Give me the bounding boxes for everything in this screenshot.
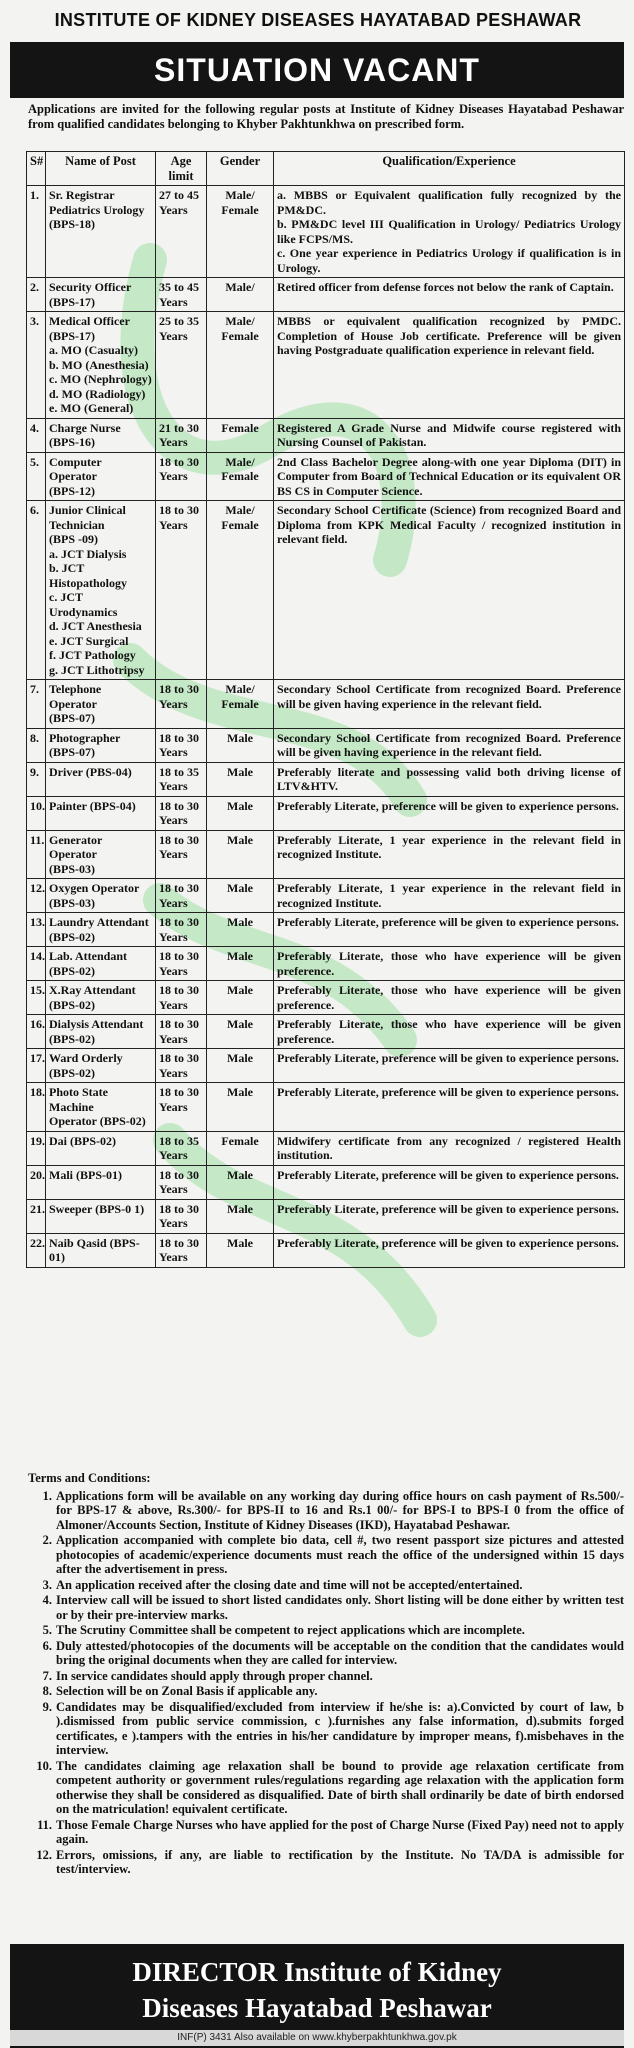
post-name-line: b. JCT Histopathology <box>49 561 128 590</box>
row-age-limit: 18 to 35 Years <box>156 762 207 796</box>
post-name-line: Dai (BPS-02) <box>49 1133 116 1148</box>
qualification-line: Preferably Literate, those who have experience will be given preference. <box>277 949 621 978</box>
term-text: The Scrutiny Committee shall be competent to reject applications which are incomplete. <box>56 1623 525 1637</box>
term-item <box>28 1700 624 1758</box>
table-row <box>27 1199 625 1233</box>
row-gender: Male <box>207 728 274 762</box>
row-age-limit: 18 to 30 Years <box>156 913 207 947</box>
term-number: 9. <box>42 1699 52 1714</box>
qualification-line: Preferably Literate, preference will be given to experience persons. <box>277 1085 619 1099</box>
row-serial: 15. <box>27 981 46 1015</box>
row-serial: 1. <box>27 186 46 278</box>
post-name-line: Sweeper (BPS-0 1) <box>49 1201 145 1216</box>
row-age-limit: 21 to 30 Years <box>156 418 207 452</box>
term-item <box>28 1489 624 1533</box>
post-name-line: a. JCT Dialysis <box>49 546 127 561</box>
post-name-line: Security Officer <box>49 280 132 294</box>
situation-vacant-banner: SITUATION VACANT <box>10 42 624 98</box>
term-item <box>28 1639 624 1668</box>
post-name-line: d. MO (Radiology) <box>49 386 146 401</box>
post-name-line: Driver (PBS-04) <box>49 764 132 779</box>
row-age-limit: 18 to 30 Years <box>156 1015 207 1049</box>
row-qualification <box>274 1015 625 1049</box>
col-header-post: Name of Post <box>46 152 156 186</box>
row-age-limit: 18 to 30 Years <box>156 728 207 762</box>
term-number: 1. <box>42 1488 52 1503</box>
table-row <box>27 762 625 796</box>
row-post-name <box>46 186 156 278</box>
term-item <box>28 1578 624 1593</box>
row-gender: Male <box>207 947 274 981</box>
row-gender: Male <box>207 762 274 796</box>
row-post-name <box>46 913 156 947</box>
row-qualification <box>274 981 625 1015</box>
row-serial: 20. <box>27 1165 46 1199</box>
term-number: 12. <box>36 1847 52 1862</box>
term-item <box>28 1593 624 1622</box>
row-post-name <box>46 728 156 762</box>
qualification-line: Secondary School Certificate (Science) from recognized Board and Diploma from KPK Medical Faculty / recognized institution in relevant field. <box>277 503 621 546</box>
row-gender: Female <box>207 1131 274 1165</box>
table-row <box>27 830 625 879</box>
term-text: Selection will be on Zonal Basis if applicable any. <box>56 1684 318 1698</box>
row-gender: Male <box>207 981 274 1015</box>
row-qualification <box>274 879 625 913</box>
term-item <box>28 1684 624 1699</box>
col-header-qualification: Qualification/Experience <box>274 152 625 186</box>
row-gender: Male <box>207 1015 274 1049</box>
row-age-limit: 18 to 30 Years <box>156 796 207 830</box>
post-name-line: Operator (BPS-02) <box>49 1114 146 1128</box>
row-serial: 7. <box>27 680 46 729</box>
row-qualification <box>274 728 625 762</box>
row-post-name <box>46 1131 156 1165</box>
post-name-line: Painter (BPS-04) <box>49 798 136 813</box>
row-serial: 8. <box>27 728 46 762</box>
term-item <box>28 1623 624 1638</box>
post-name-line: Sr. Registrar <box>49 188 115 202</box>
col-header-age: Age limit <box>156 152 207 186</box>
row-qualification <box>274 312 625 419</box>
term-number: 11. <box>37 1817 52 1832</box>
term-item <box>28 1818 624 1847</box>
row-qualification <box>274 278 625 312</box>
row-post-name <box>46 680 156 729</box>
post-name-line: Technician <box>49 517 105 532</box>
table-row <box>27 1049 625 1083</box>
qualification-line: Preferably Literate, preference will be given to experience persons. <box>277 1051 619 1065</box>
row-age-limit: 18 to 30 Years <box>156 1049 207 1083</box>
post-name-line: Ward Orderly <box>49 1051 123 1065</box>
table-header-row <box>27 152 625 186</box>
row-gender: Male/ Female <box>207 312 274 419</box>
row-gender: Male <box>207 796 274 830</box>
post-name-line: (BPS-02) <box>49 963 95 978</box>
terms-section <box>28 1471 624 1878</box>
row-post-name <box>46 501 156 680</box>
post-name-line: (BPS-02) <box>49 997 95 1012</box>
row-age-limit: 18 to 30 Years <box>156 1199 207 1233</box>
row-qualification <box>274 947 625 981</box>
footer-line-2: Diseases Hayatabad Peshawar <box>142 1993 492 2023</box>
term-text: Duly attested/photocopies of the documents will be acceptable on the condition that the candidates would bring the original documents when they are called for interview. <box>56 1638 624 1667</box>
post-name-line: (BPS-02) <box>49 1065 95 1080</box>
row-post-name <box>46 947 156 981</box>
post-name-line: (BPS-02) <box>49 1031 95 1046</box>
row-post-name <box>46 830 156 879</box>
post-name-line: Naib Qasid (BPS-01) <box>49 1235 140 1264</box>
row-qualification <box>274 1049 625 1083</box>
row-age-limit: 18 to 30 Years <box>156 680 207 729</box>
row-post-name <box>46 1015 156 1049</box>
table-row <box>27 680 625 729</box>
post-name-line: (BPS-16) <box>49 435 95 449</box>
row-gender: Male <box>207 1165 274 1199</box>
row-post-name <box>46 1165 156 1199</box>
qualification-line: Preferably Literate, preference will be given to experience persons. <box>277 798 619 813</box>
post-name-line: (BPS-07) <box>49 745 95 759</box>
row-gender: Male/ <box>207 278 274 312</box>
table-row <box>27 879 625 913</box>
row-age-limit: 18 to 35 Years <box>156 1131 207 1165</box>
row-qualification <box>274 1165 625 1199</box>
post-name-line: g. JCT Lithotripsy <box>49 662 145 677</box>
table-row <box>27 1233 625 1267</box>
row-post-name <box>46 879 156 913</box>
qualification-line: Preferably Literate, 1 year experience in the relevant field in recognized Institute. <box>277 832 621 861</box>
row-serial: 12. <box>27 879 46 913</box>
post-name-line: Lab. Attendant <box>49 949 128 963</box>
term-number: 6. <box>42 1638 52 1653</box>
row-age-limit: 18 to 30 Years <box>156 830 207 879</box>
term-text: Interview call will be issued to short listed candidates only. Short listing will be done either by written test or by their pre-interview marks. <box>56 1593 624 1622</box>
term-number: 3. <box>42 1577 52 1592</box>
post-name-line: (BPS-17) <box>49 328 95 343</box>
row-qualification <box>274 186 625 278</box>
post-name-line: (BPS-07) <box>49 711 95 725</box>
term-text: Applications form will be available on any working day during office hours on cash payment of Rs.500/- for BPS-17 & above, Rs.300/- for BPS-II to 16 and Rs.1 00/- for BPS-I to BPS-I 0 from the office of Almoner/Accounts Section, Institute of Kidney Diseases (IKD), Hayatabad Peshawar. <box>56 1488 624 1532</box>
row-serial: 3. <box>27 312 46 419</box>
table-row <box>27 981 625 1015</box>
row-gender: Male <box>207 913 274 947</box>
row-gender: Male <box>207 830 274 879</box>
row-qualification <box>274 1083 625 1132</box>
term-item <box>28 1669 624 1684</box>
qualification-line: Registered A Grade Nurse and Midwife course registered with Nursing Counsel of Pakistan. <box>277 420 621 449</box>
term-number: 5. <box>42 1623 52 1637</box>
term-number: 7. <box>42 1668 52 1683</box>
row-age-limit: 18 to 30 Years <box>156 452 207 501</box>
qualification-line: Secondary School Certificate from recognized Board. Preference will be given having experience in the relevant field. <box>277 682 621 711</box>
row-gender: Male <box>207 1049 274 1083</box>
post-name-line: (BPS-18) <box>49 217 95 231</box>
term-number: 8. <box>42 1684 52 1698</box>
post-name-line: Dialysis Attendant <box>49 1017 144 1031</box>
row-post-name <box>46 1233 156 1267</box>
post-name-line: X.Ray Attendant <box>49 983 136 997</box>
row-serial: 11. <box>27 830 46 879</box>
table-row <box>27 1015 625 1049</box>
post-name-line: Telephone Operator <box>49 682 102 711</box>
row-post-name <box>46 312 156 419</box>
row-post-name <box>46 452 156 501</box>
post-name-line: Computer Operator <box>49 454 102 483</box>
row-serial: 4. <box>27 418 46 452</box>
qualification-line: Preferably Literate, those who have experience will be given preference. <box>277 1017 621 1046</box>
table-row <box>27 728 625 762</box>
table-row <box>27 796 625 830</box>
table-row <box>27 278 625 312</box>
qualification-line: Midwifery certificate from any recognized / registered Health institution. <box>277 1133 621 1162</box>
row-post-name <box>46 1049 156 1083</box>
post-name-line: Medical Officer <box>49 314 130 328</box>
row-serial: 5. <box>27 452 46 501</box>
row-gender: Male/ Female <box>207 452 274 501</box>
row-age-limit: 18 to 30 Years <box>156 1083 207 1132</box>
qualification-line: Preferably Literate, preference will be given to experience persons. <box>277 1201 619 1216</box>
term-text: Those Female Charge Nurses who have applied for the post of Charge Nurse (Fixed Pay) need not to apply again. <box>56 1817 624 1846</box>
row-qualification <box>274 452 625 501</box>
row-qualification <box>274 1131 625 1165</box>
row-gender: Male <box>207 879 274 913</box>
row-serial: 22. <box>27 1233 46 1267</box>
col-header-sn: S# <box>27 152 46 186</box>
term-text: The candidates claiming age relaxation shall be bound to provide age relaxation certificate from competent authority or government rules/regulations regarding age relaxation with the application form otherwise they shall be considered as disqualified. Date of birth shall ordinarily be date of birth endorsed on the matriculation! equivalent certificate. <box>56 1758 624 1816</box>
row-age-limit: 18 to 30 Years <box>156 1165 207 1199</box>
post-name-line: Junior Clinical <box>49 503 126 517</box>
row-serial: 14. <box>27 947 46 981</box>
qualification-line: b. PM&DC level III Qualification in Urology/ Pediatrics Urology like FCPS/MS. <box>277 217 621 246</box>
row-post-name <box>46 796 156 830</box>
table-row <box>27 312 625 419</box>
table-row <box>27 947 625 981</box>
row-gender: Male <box>207 1199 274 1233</box>
row-qualification <box>274 1199 625 1233</box>
row-serial: 9. <box>27 762 46 796</box>
qualification-line: 2nd Class Bachelor Degree along-with one year Diploma (DIT) in Computer from Board of Technical Education or its equivalent OR BS CS in Computer Science. <box>277 454 621 498</box>
post-name-line: Charge Nurse <box>49 420 121 435</box>
qualification-line: a. MBBS or Equivalent qualification fully recognized by the PM&DC. <box>277 188 621 217</box>
institute-header: INSTITUTE OF KIDNEY DISEASES HAYATABAD PESHAWAR <box>54 10 582 30</box>
terms-list <box>28 1489 624 1877</box>
row-qualification <box>274 830 625 879</box>
qualification-line: Preferably literate and possessing valid both driving license of LTV&HTV. <box>277 764 621 793</box>
term-item <box>28 1848 624 1877</box>
row-age-limit: 27 to 45 Years <box>156 186 207 278</box>
term-text: Candidates may be disqualified/excluded from interview if he/she is: a).Convicted by court of law, b ).dismissed from public service commission, c ).furnishes any false information, d).submits forged certificates, e ).tampers with the entries in his/her candidature by improper means, f).misbehaves in the interview. <box>56 1699 624 1757</box>
row-qualification <box>274 762 625 796</box>
intro-paragraph: Applications are invited for the following regular posts at Institute of Kidney Diseases Hayatabad Peshawar from qualified candidates belonging to Khyber Pakhtunkhwa on prescribed form. <box>28 102 624 131</box>
row-age-limit: 18 to 30 Years <box>156 947 207 981</box>
term-text: In service candidates should apply through proper channel. <box>56 1668 373 1683</box>
row-age-limit: 18 to 30 Years <box>156 1233 207 1267</box>
table-row <box>27 1165 625 1199</box>
table-row <box>27 452 625 501</box>
table-row <box>27 1083 625 1132</box>
post-name-line: Pediatrics Urology <box>49 202 145 217</box>
row-serial: 21. <box>27 1199 46 1233</box>
post-name-line: b. MO (Anesthesia) <box>49 357 149 372</box>
post-name-line: Generator Operator <box>49 832 103 861</box>
row-qualification <box>274 913 625 947</box>
term-number: 2. <box>42 1533 52 1547</box>
row-post-name <box>46 418 156 452</box>
post-name-line: a. MO (Casualty) <box>49 343 138 357</box>
post-name-line: (BPS-03) <box>49 861 95 876</box>
col-header-gender: Gender <box>207 152 274 186</box>
qualification-line: Preferably Literate, 1 year experience in the relevant field in recognized Institute. <box>277 881 621 910</box>
post-name-line: Mali (BPS-01) <box>49 1167 122 1182</box>
row-serial: 16. <box>27 1015 46 1049</box>
row-gender: Male <box>207 1083 274 1132</box>
table-row <box>27 1131 625 1165</box>
row-serial: 19. <box>27 1131 46 1165</box>
post-name-line: c. MO (Nephrology) <box>49 372 152 386</box>
term-item <box>28 1533 624 1577</box>
row-qualification <box>274 418 625 452</box>
table-row <box>27 418 625 452</box>
table-row <box>27 186 625 278</box>
row-post-name <box>46 1083 156 1132</box>
term-text: Application accompanied with complete bio data, cell #, two resent passport size pictures and attested photocopies of academic/experience documents must reach the office of the undersigned within 15 days after the advertisement in press. <box>56 1533 624 1576</box>
term-text: An application received after the closing date and time will not be accepted/entertained. <box>56 1577 523 1592</box>
row-age-limit: 25 to 35 Years <box>156 312 207 419</box>
row-qualification <box>274 680 625 729</box>
row-serial: 2. <box>27 278 46 312</box>
row-gender: Male/ Female <box>207 501 274 680</box>
row-serial: 6. <box>27 501 46 680</box>
row-age-limit: 18 to 30 Years <box>156 879 207 913</box>
footer-line-1: DIRECTOR Institute of Kidney <box>132 1957 502 1987</box>
row-age-limit: 18 to 30 Years <box>156 501 207 680</box>
row-age-limit: 18 to 30 Years <box>156 981 207 1015</box>
row-age-limit: 35 to 45 Years <box>156 278 207 312</box>
post-name-line: (BPS-03) <box>49 895 95 910</box>
row-serial: 18. <box>27 1083 46 1132</box>
row-qualification <box>274 1233 625 1267</box>
qualification-line: Preferably Literate, preference will be given to experience persons. <box>277 915 619 929</box>
row-qualification <box>274 796 625 830</box>
post-name-line: (BPS-02) <box>49 929 95 944</box>
post-name-line: Laundry Attendant <box>49 915 149 929</box>
post-name-line: c. JCT Urodynamics <box>49 590 118 619</box>
row-gender: Male/ Female <box>207 186 274 278</box>
term-number: 10. <box>36 1758 52 1773</box>
qualification-line: Preferably Literate, preference will be given to experience persons. <box>277 1167 619 1182</box>
term-number: 4. <box>42 1593 52 1607</box>
row-qualification <box>274 501 625 680</box>
row-serial: 17. <box>27 1049 46 1083</box>
posts-table-body <box>27 186 625 1268</box>
row-post-name <box>46 762 156 796</box>
post-name-line: Oxygen Operator <box>49 881 140 895</box>
post-name-line: (BPS-12) <box>49 483 95 498</box>
row-post-name <box>46 278 156 312</box>
qualification-line: Preferably Literate, preference will be given to experience persons. <box>277 1235 619 1250</box>
post-name-line: (BPS-17) <box>49 294 95 309</box>
post-name-line: f. JCT Pathology <box>49 648 136 662</box>
qualification-line: MBBS or equivalent qualification recognized by PMDC. Completion of House Job certificate. Preference will be given having Postgraduate qualification experience in relevant field. <box>277 314 621 357</box>
row-gender: Male/ Female <box>207 680 274 729</box>
post-name-line: e. JCT Surgical <box>49 633 129 648</box>
row-serial: 13. <box>27 913 46 947</box>
row-serial: 10. <box>27 796 46 830</box>
qualification-line: Preferably Literate, those who have experience will be given preference. <box>277 983 621 1012</box>
post-name-line: (BPS -09) <box>49 532 98 546</box>
row-gender: Female <box>207 418 274 452</box>
footer-reference: INF(P) 3431 Also available on www.khyberpakhtunkhwa.gov.pk <box>10 2030 624 2046</box>
post-name-line: d. JCT Anesthesia <box>49 619 142 633</box>
post-name-line: e. MO (General) <box>49 401 134 415</box>
table-row <box>27 913 625 947</box>
row-post-name <box>46 981 156 1015</box>
qualification-line: Retired officer from defense forces not below the rank of Captain. <box>277 280 614 294</box>
row-gender: Male <box>207 1233 274 1267</box>
posts-table <box>26 151 625 1268</box>
qualification-line: c. One year experience in Pediatrics Urology if qualification is in Urology. <box>277 246 621 275</box>
post-name-line: Photographer <box>49 730 121 745</box>
row-post-name <box>46 1199 156 1233</box>
post-name-line: Photo State Machine <box>49 1085 108 1114</box>
table-row <box>27 501 625 680</box>
qualification-line: Secondary School Certificate from recognized Board. Preference will be given having experience in the relevant field. <box>277 730 621 759</box>
term-item <box>28 1759 624 1817</box>
terms-title: Terms and Conditions: <box>28 1471 151 1485</box>
footer-banner <box>10 1944 624 2048</box>
term-text: Errors, omissions, if any, are liable to rectification by the Institute. No TA/DA is admissible for test/interview. <box>56 1847 624 1876</box>
